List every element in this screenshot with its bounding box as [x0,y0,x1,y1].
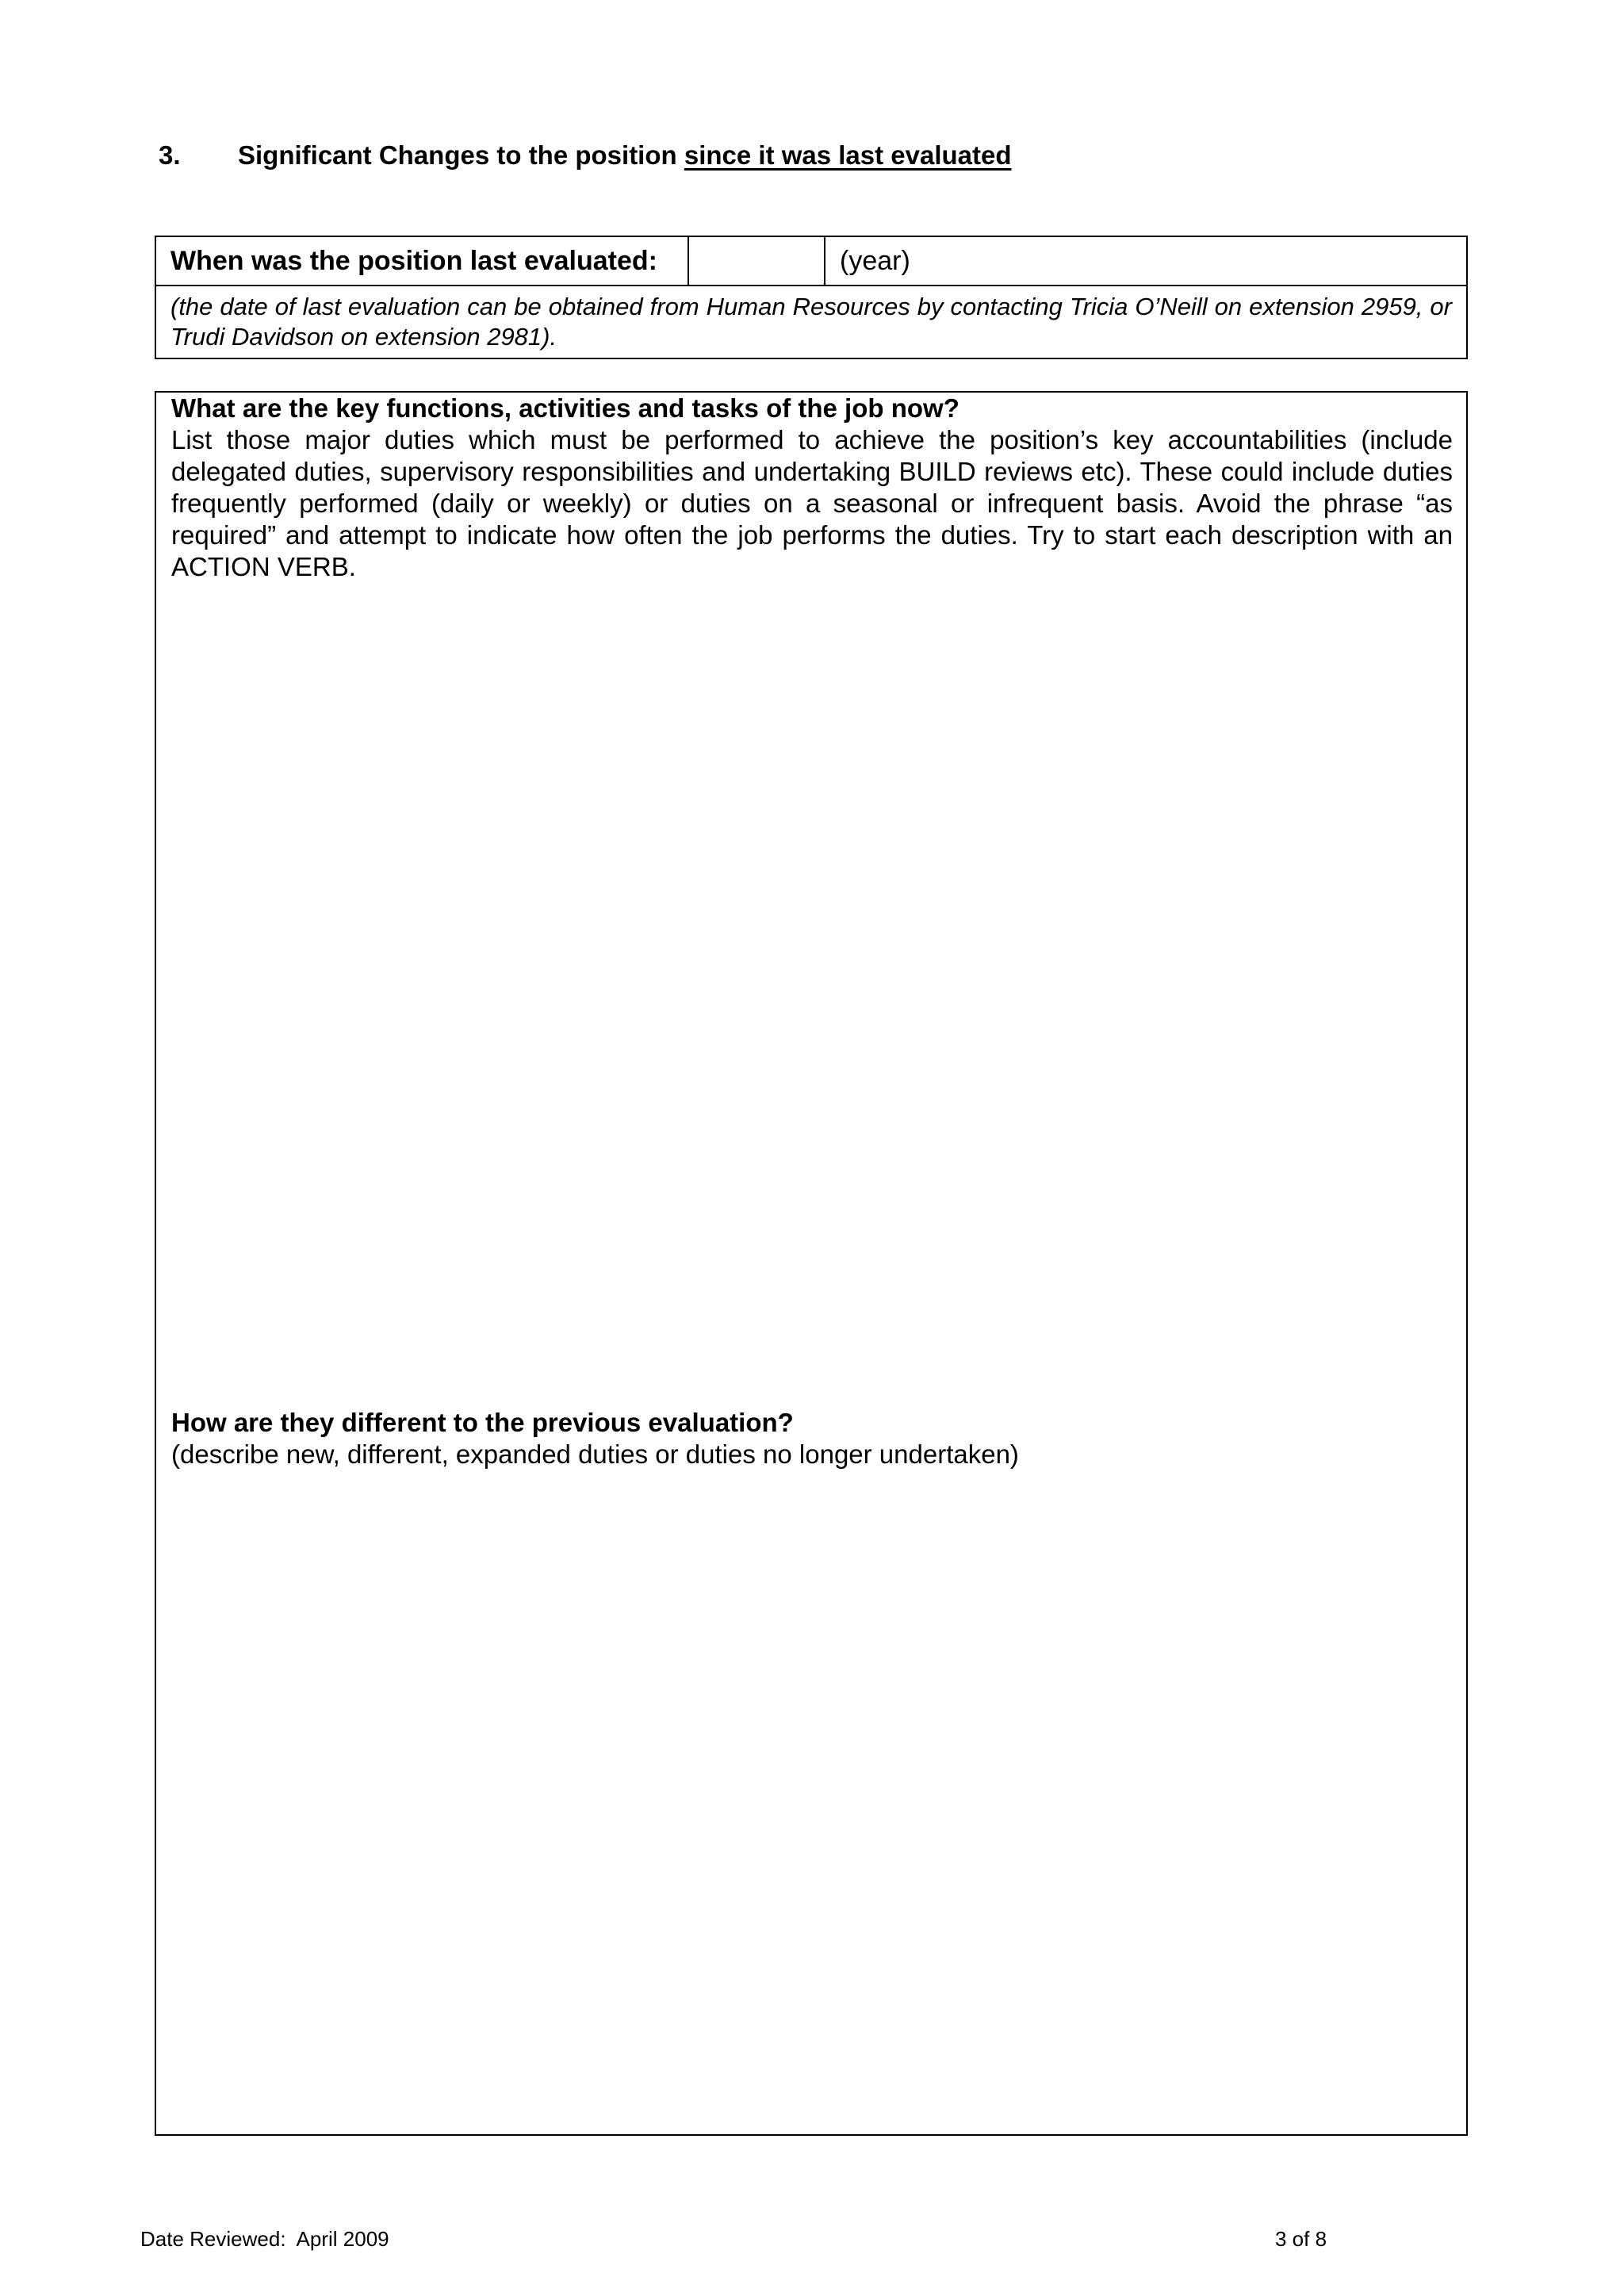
differences-description: (describe new, different, expanded duties or duties no longer undertaken) [171,1439,1019,1469]
section-title: Significant Changes to the position [238,140,684,170]
differences-question: How are they different to the previous evaluation? [171,1408,794,1437]
last-evaluated-row [155,236,1467,286]
last-evaluated-label: When was the position last evaluated: [155,236,688,286]
last-evaluated-table [155,236,1468,359]
year-unit-label: (year) [825,236,1467,286]
last-evaluated-year-field[interactable] [688,236,825,286]
section-number: 3. [159,140,181,170]
footer-date-reviewed: Date Reviewed: April 2009 [140,2227,389,2251]
section-heading [159,136,1012,174]
last-evaluated-note: (the date of last evaluation can be obtained from Human Resources by contacting Tricia O’Neill on extension 2959, or Trudi Davidson on extension 2981). [155,286,1467,358]
footer-page-number: 3 of 8 [1275,2227,1327,2251]
duties-box [155,391,1468,2136]
section-title-underlined: since it was last evaluated [684,140,1012,170]
duties-question: What are the key functions, activities and tasks of the job now? [171,393,959,423]
last-evaluated-note-row [155,286,1467,358]
duties-description: List those major duties which must be performed to achieve the position’s key accountabilities (include delegated duties, supervisory responsibilities and undertaking BUILD reviews etc). These could include duties frequently performed (daily or weekly) or duties on a seasonal or infrequent basis. Avoid the phrase “as required” and attempt to indicate how often the job performs the duties. Try to start each description with an ACTION VERB. [171,425,1453,581]
